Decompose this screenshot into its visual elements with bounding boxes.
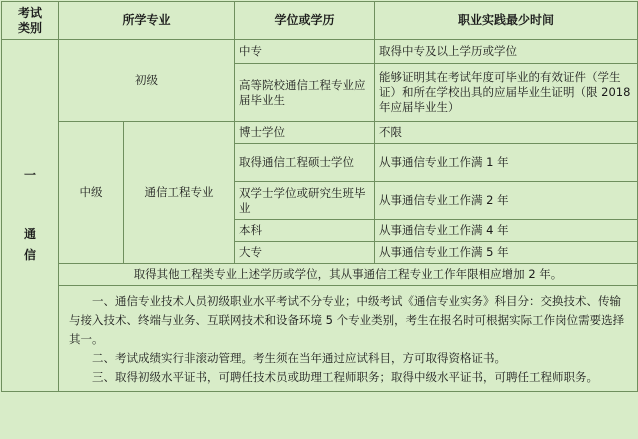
notes-row — [2, 286, 638, 392]
exam-requirements-table — [1, 1, 638, 392]
category-char-2: 通 — [23, 227, 36, 241]
table-row — [2, 40, 638, 64]
other-major-note: 取得其他工程类专业上述学历或学位，其从事通信工程专业工作年限相应增加 2 年。 — [59, 264, 638, 286]
table-row — [2, 122, 638, 144]
category-char-3: 信 — [23, 248, 36, 262]
time-cell: 从事通信专业工作满 2 年 — [375, 182, 638, 220]
header-practice-time: 职业实践最少时间 — [375, 2, 638, 40]
time-cell: 从事通信专业工作满 5 年 — [375, 242, 638, 264]
note-item: 一、通信专业技术人员初级职业水平考试不分专业；中级考试《通信专业实务》科目分：交换技术、传输与接入技术、终端与业务、互联网技术和设备环境 5 个专业类别，考生在报名时可根据实际工作岗位需要选择其一。 — [69, 294, 625, 346]
degree-cell: 博士学位 — [235, 122, 375, 144]
note-item: 二、考试成绩实行非滚动管理。考生须在当年通过应试科目，方可取得资格证书。 — [92, 351, 506, 365]
degree-cell: 高等院校通信工程专业应届毕业生 — [235, 64, 375, 122]
degree-cell: 中专 — [235, 40, 375, 64]
header-row — [2, 2, 638, 40]
time-cell: 不限 — [375, 122, 638, 144]
degree-cell: 大专 — [235, 242, 375, 264]
intermediate-major-label: 通信工程专业 — [124, 122, 235, 264]
intermediate-level-label: 中级 — [59, 122, 124, 264]
degree-cell: 取得通信工程硕士学位 — [235, 144, 375, 182]
primary-level-label: 初级 — [59, 40, 235, 122]
exam-category-cell — [2, 40, 59, 392]
category-char-1: 一 — [23, 168, 36, 182]
note-item: 三、取得初级水平证书，可聘任技术员或助理工程师职务；取得中级水平证书，可聘任工程师职务。 — [92, 370, 598, 384]
degree-cell: 双学士学位或研究生班毕业 — [235, 182, 375, 220]
degree-cell: 本科 — [235, 220, 375, 242]
time-cell: 从事通信专业工作满 1 年 — [375, 144, 638, 182]
header-degree: 学位或学历 — [235, 2, 375, 40]
header-major: 所学专业 — [59, 2, 235, 40]
table-row — [2, 264, 638, 286]
notes-cell — [59, 286, 638, 392]
time-cell: 取得中专及以上学历或学位 — [375, 40, 638, 64]
time-cell: 能够证明其在考试年度可毕业的有效证件（学生证）和所在学校出具的应届毕业生证明（限 2018 年应届毕业生） — [375, 64, 638, 122]
time-cell: 从事通信专业工作满 4 年 — [375, 220, 638, 242]
header-exam-category: 考试 类别 — [2, 2, 59, 40]
